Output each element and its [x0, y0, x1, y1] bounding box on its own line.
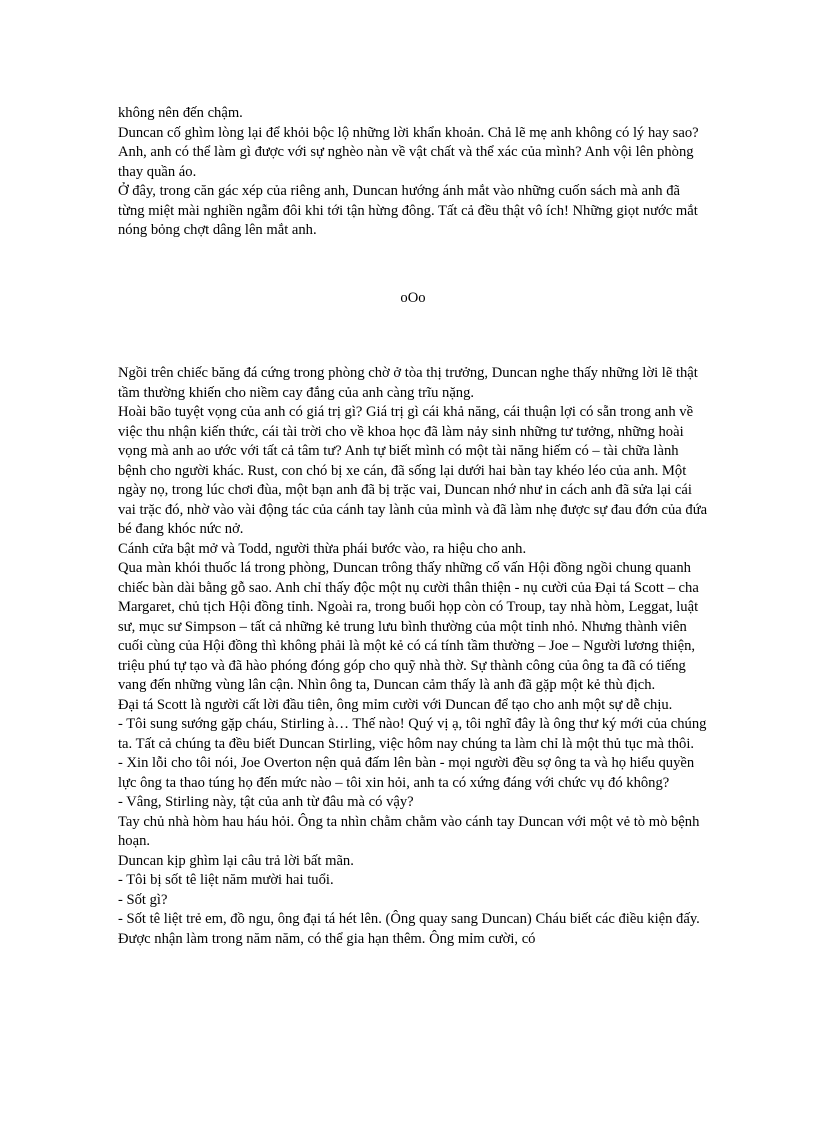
document-page	[118, 104, 708, 949]
paragraph: - Sốt gì?	[118, 891, 168, 908]
text-section-1	[118, 104, 708, 241]
section-separator: oOo	[400, 289, 426, 306]
paragraph: - Vâng, Stirling này, tật của anh từ đâu mà có vậy?	[118, 794, 414, 810]
paragraph: Tay chủ nhà hòm hau háu hỏi. Ông ta nhìn chằm chằm vào cánh tay Duncan với một vẻ tò mò bệnh hoạn.	[118, 813, 700, 849]
text-section-2	[118, 364, 708, 949]
paragraph: Đại tá Scott là người cất lời đầu tiên, ông mỉm cười với Duncan để tạo cho anh một sự dễ chịu.	[118, 696, 673, 713]
paragraph: Duncan cố ghìm lòng lại để khỏi bộc lộ những lời khẩn khoản. Chả lẽ mẹ anh không có lý hay sao? Anh, anh có thể làm gì được với sự nghèo nàn về vật chất và thể xác của mình? Anh vội lên phòng thay quần áo.	[118, 124, 699, 180]
paragraph: Duncan kịp ghìm lại câu trả lời bất mãn.	[118, 852, 354, 869]
paragraph: - Xin lỗi cho tôi nói, Joe Overton nện quả đấm lên bàn - mọi người đều sợ ông ta và họ hiểu quyền lực ông ta thao túng họ đến mức nào – tôi xin hỏi, anh ta có xứng đáng với chức vụ đó không?	[118, 755, 695, 791]
paragraph: Hoài bão tuyệt vọng của anh có giá trị gì? Giá trị gì cái khả năng, cái thuận lợi có sẵn trong anh về việc thu nhận kiến thức, cái tài trời cho về khoa học đã làm nảy sinh những tư tưởng, những hoài vọng mà anh ao ước với tất cả tâm tư? Anh tự biết mình có một tài năng hiếm có – tài chữa lành bệnh cho người khác. Rust, con chó bị xe cán, đã sống lại dưới hai bàn tay khéo léo của anh. Một ngày nọ, trong lúc chơi đùa, một bạn anh đã bị trặc vai, Duncan nhớ như in cách anh đã sửa lại cái vai trặc đó, nhờ vào vài động tác của cánh tay lành của mình và đã làm nhẹ được sự đau đớn của đứa bé đang khóc nức nở.	[118, 404, 708, 537]
paragraph: - Tôi bị sốt tê liệt năm mười hai tuổi.	[118, 872, 334, 888]
paragraph: Cánh cửa bật mở và Todd, người thừa phái bước vào, ra hiệu cho anh.	[118, 540, 527, 557]
paragraph: - Tôi sung sướng gặp cháu, Stirling à… Thế nào! Quý vị ạ, tôi nghĩ đây là ông thư ký mới của chúng ta. Tất cả chúng ta đều biết Duncan Stirling, việc hôm nay chúng ta làm chỉ là một thủ tục mà thôi.	[118, 716, 707, 752]
paragraph: Ngồi trên chiếc băng đá cứng trong phòng chờ ở tòa thị trưởng, Duncan nghe thấy những lời lẽ thật tầm thường khiến cho niềm cay đắng của anh càng trĩu nặng.	[118, 365, 698, 401]
paragraph: Qua màn khói thuốc lá trong phòng, Duncan trông thấy những cố vấn Hội đồng ngồi chung quanh chiếc bàn dài bằng gỗ sao. Anh chỉ thấy độc một nụ cười thân thiện - nụ cười của Đại tá Scott – cha Margaret, chủ tịch Hội đồng tỉnh. Ngoài ra, trong buổi họp còn có Troup, tay nhà hòm, Leggat, luật sư, mục sư Simpson – tất cả những kẻ trung lưu bình thường của một tỉnh nhỏ. Nhưng thành viên cuối cùng của Hội đồng thì không phải là một kẻ có cá tính tầm thường – Joe – Người lương thiện, triệu phú tự tạo và đã hào phóng đóng góp cho quỹ nhà thờ. Sự thành công của ông ta đã có tiếng vang đến những vùng lân cận. Nhìn ông ta, Duncan cảm thấy là anh đã gặp một kẻ thù địch.	[118, 560, 699, 693]
paragraph: không nên đến chậm.	[118, 105, 243, 121]
paragraph: Ở đây, trong căn gác xép của riêng anh, Duncan hướng ánh mắt vào những cuốn sách mà anh đã từng miệt mài nghiền ngẫm đôi khi tới tận hừng đông. Tất cả đều thật vô ích! Những giọt nước mắt nóng bỏng chợt dâng lên mắt anh.	[118, 183, 698, 238]
paragraph: - Sốt tê liệt trẻ em, đồ ngu, ông đại tá hét lên. (Ông quay sang Duncan) Cháu biết các điều kiện đấy. Được nhận làm trong năm năm, có thể gia hạn thêm. Ông mỉm cười, có	[118, 911, 700, 947]
